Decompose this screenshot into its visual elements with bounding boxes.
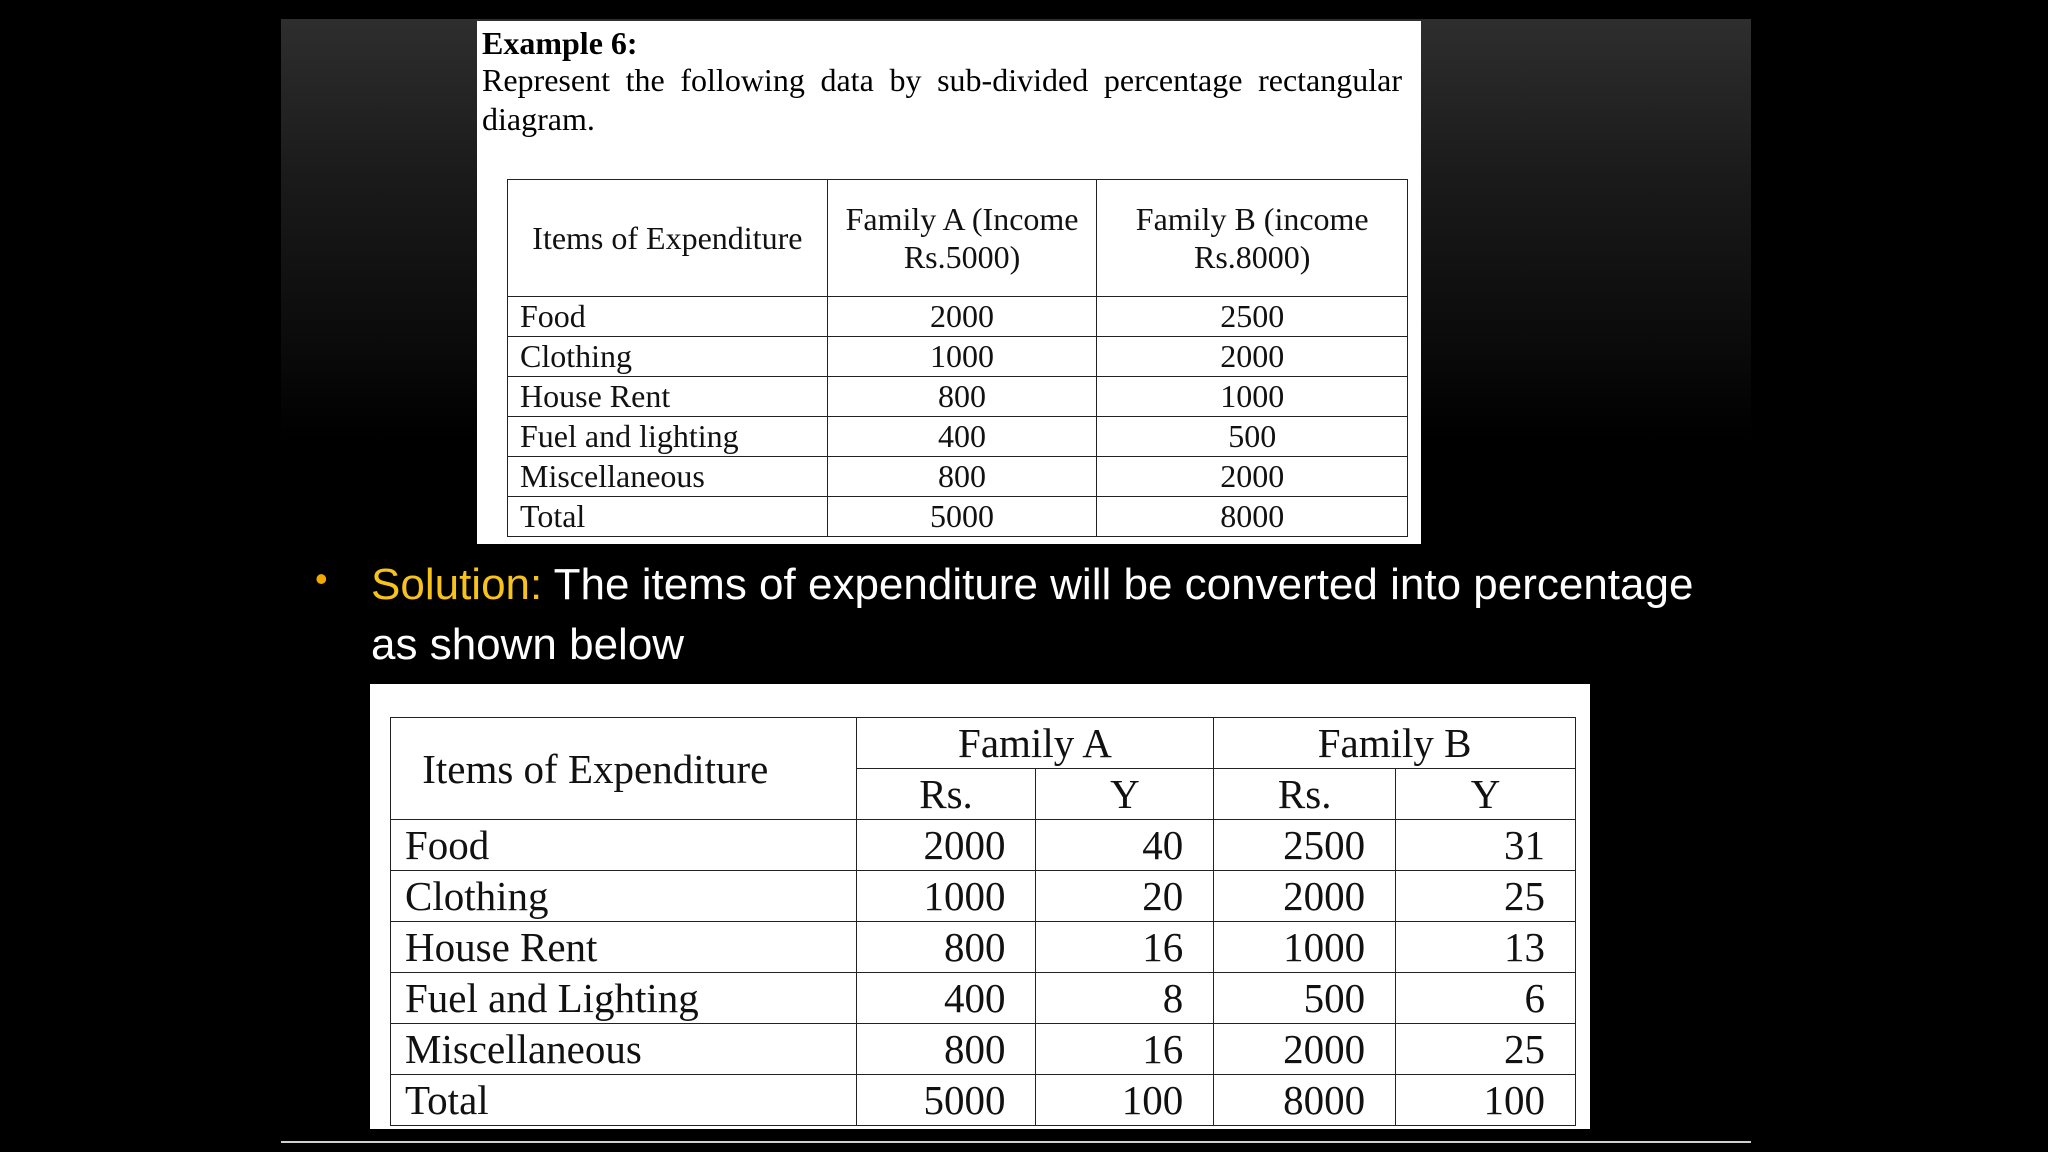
subheader-a-y: Y	[1036, 769, 1214, 820]
cell-item: House Rent	[391, 922, 857, 973]
example-card	[477, 21, 1421, 544]
cell-a-rs: 2000	[856, 820, 1036, 871]
cell-family-a: 2000	[827, 297, 1097, 337]
table-row	[391, 1024, 1576, 1075]
cell-family-a: 1000	[827, 337, 1097, 377]
cell-b-y: 31	[1396, 820, 1576, 871]
cell-family-a: 800	[827, 377, 1097, 417]
cell-a-y: 20	[1036, 871, 1214, 922]
cell-family-b: 2500	[1097, 297, 1408, 337]
percentage-card	[370, 684, 1590, 1129]
cell-item: Fuel and Lighting	[391, 973, 857, 1024]
table-row	[391, 871, 1576, 922]
solution-body: The items of expenditure will be converted into percentage as shown below	[371, 560, 1694, 669]
table-row	[508, 377, 1408, 417]
table-row	[391, 820, 1576, 871]
cell-a-rs: 800	[856, 922, 1036, 973]
cell-item: Fuel and lighting	[508, 417, 828, 457]
subheader-a-rs: Rs.	[856, 769, 1036, 820]
cell-a-y: 40	[1036, 820, 1214, 871]
cell-item: Miscellaneous	[391, 1024, 857, 1075]
cell-item: Total	[391, 1075, 857, 1126]
subheader-b-y: Y	[1396, 769, 1576, 820]
percentage-table	[390, 717, 1576, 1126]
cell-item: Miscellaneous	[508, 457, 828, 497]
table-row	[391, 922, 1576, 973]
table-row-total	[391, 1075, 1576, 1126]
table-row	[508, 417, 1408, 457]
example-instructions: Represent the following data by sub-divided percentage rectangular diagram.	[482, 62, 1402, 137]
table-header-row	[508, 180, 1408, 297]
cell-b-rs: 2000	[1214, 871, 1396, 922]
cell-family-b: 2000	[1097, 337, 1408, 377]
cell-a-y: 16	[1036, 1024, 1214, 1075]
table-row	[508, 337, 1408, 377]
cell-family-a: 400	[827, 417, 1097, 457]
cell-item: Total	[508, 497, 828, 537]
bottom-divider	[281, 1141, 1751, 1143]
cell-family-b: 2000	[1097, 457, 1408, 497]
table-header-row	[391, 718, 1576, 769]
cell-family-b: 500	[1097, 417, 1408, 457]
cell-family-b: 8000	[1097, 497, 1408, 537]
cell-a-y: 16	[1036, 922, 1214, 973]
header-family-b: Family B (income Rs.8000)	[1097, 180, 1408, 297]
cell-item: Clothing	[391, 871, 857, 922]
subheader-b-rs: Rs.	[1214, 769, 1396, 820]
header-items: Items of Expenditure	[391, 718, 857, 820]
cell-b-y: 100	[1396, 1075, 1576, 1126]
cell-family-b: 1000	[1097, 377, 1408, 417]
cell-item: Clothing	[508, 337, 828, 377]
cell-b-rs: 500	[1214, 973, 1396, 1024]
example-title: Example 6:	[482, 25, 638, 61]
cell-b-y: 13	[1396, 922, 1576, 973]
cell-a-rs: 1000	[856, 871, 1036, 922]
cell-family-a: 5000	[827, 497, 1097, 537]
table-row	[391, 973, 1576, 1024]
table-row-total	[508, 497, 1408, 537]
cell-b-y: 25	[1396, 1024, 1576, 1075]
table-row	[508, 457, 1408, 497]
cell-b-rs: 2500	[1214, 820, 1396, 871]
solution-text	[371, 555, 1731, 675]
bullet-icon: •	[315, 558, 328, 599]
cell-a-rs: 400	[856, 973, 1036, 1024]
cell-b-rs: 8000	[1214, 1075, 1396, 1126]
cell-b-rs: 1000	[1214, 922, 1396, 973]
cell-b-y: 6	[1396, 973, 1576, 1024]
header-family-a: Family A (Income Rs.5000)	[827, 180, 1097, 297]
table-row	[508, 297, 1408, 337]
cell-a-y: 100	[1036, 1075, 1214, 1126]
cell-item: Food	[391, 820, 857, 871]
header-items: Items of Expenditure	[508, 180, 828, 297]
cell-item: Food	[508, 297, 828, 337]
cell-b-rs: 2000	[1214, 1024, 1396, 1075]
header-family-a: Family A	[856, 718, 1214, 769]
expenditure-table	[507, 179, 1408, 537]
solution-label: Solution:	[371, 560, 543, 609]
cell-a-rs: 5000	[856, 1075, 1036, 1126]
cell-family-a: 800	[827, 457, 1097, 497]
cell-item: House Rent	[508, 377, 828, 417]
cell-a-y: 8	[1036, 973, 1214, 1024]
cell-b-y: 25	[1396, 871, 1576, 922]
header-family-b: Family B	[1214, 718, 1576, 769]
cell-a-rs: 800	[856, 1024, 1036, 1075]
